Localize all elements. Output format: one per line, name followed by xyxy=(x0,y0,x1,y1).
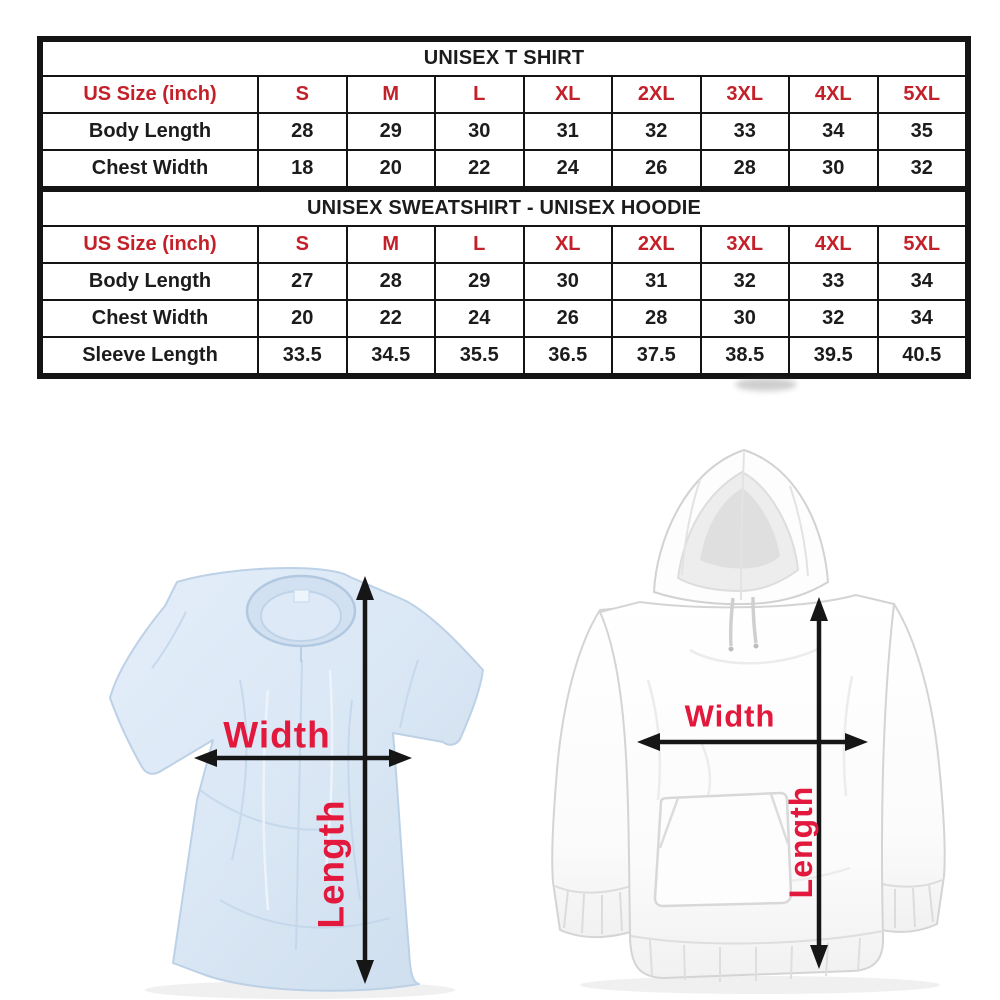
value-cell: 22 xyxy=(347,300,436,337)
value-cell: 18 xyxy=(258,150,347,187)
value-cell: 32 xyxy=(878,150,967,187)
hoodie-shadow xyxy=(580,976,940,994)
header-cell: 5XL xyxy=(878,226,967,263)
hoodie-pocket xyxy=(655,793,791,906)
header-cell: 2XL xyxy=(612,226,701,263)
value-cell: 31 xyxy=(612,263,701,300)
header-cell: M xyxy=(347,76,436,113)
value-cell: 36.5 xyxy=(524,337,613,374)
value-cell: 28 xyxy=(701,150,790,187)
value-cell: 32 xyxy=(701,263,790,300)
hoodie-width-label: Width xyxy=(684,698,776,734)
header-cell: 4XL xyxy=(789,226,878,263)
value-cell: 27 xyxy=(258,263,347,300)
hoodie-length-label: Length xyxy=(783,785,819,899)
tshirt-length-label: Length xyxy=(310,799,352,929)
value-cell: 34.5 xyxy=(347,337,436,374)
value-cell: 31 xyxy=(524,113,613,150)
value-cell: 35 xyxy=(878,113,967,150)
value-cell: 30 xyxy=(789,150,878,187)
row-label-cell: Body Length xyxy=(42,263,258,300)
value-cell: 30 xyxy=(524,263,613,300)
value-cell: 20 xyxy=(347,150,436,187)
header-cell: US Size (inch) xyxy=(42,76,258,113)
value-cell: 28 xyxy=(612,300,701,337)
header-cell: XL xyxy=(524,76,613,113)
value-cell: 37.5 xyxy=(612,337,701,374)
value-cell: 33.5 xyxy=(258,337,347,374)
header-cell: XL xyxy=(524,226,613,263)
hoodie-body xyxy=(600,595,894,978)
header-cell: 5XL xyxy=(878,76,967,113)
value-cell: 30 xyxy=(701,300,790,337)
table-title-tshirt: UNISEX T SHIRT xyxy=(42,41,966,76)
value-cell: 30 xyxy=(435,113,524,150)
value-cell: 38.5 xyxy=(701,337,790,374)
value-cell: 22 xyxy=(435,150,524,187)
value-cell: 32 xyxy=(612,113,701,150)
value-cell: 26 xyxy=(524,300,613,337)
header-cell: 4XL xyxy=(789,76,878,113)
value-cell: 20 xyxy=(258,300,347,337)
header-cell: US Size (inch) xyxy=(42,226,258,263)
header-cell: 3XL xyxy=(701,76,790,113)
value-cell: 24 xyxy=(524,150,613,187)
row-label-cell: Chest Width xyxy=(42,150,258,187)
tshirt-illustration xyxy=(110,568,483,999)
value-cell: 28 xyxy=(347,263,436,300)
header-cell: 3XL xyxy=(701,226,790,263)
value-cell: 40.5 xyxy=(878,337,967,374)
row-label-cell: Sleeve Length xyxy=(42,337,258,374)
header-cell: L xyxy=(435,76,524,113)
header-cell: S xyxy=(258,76,347,113)
table-title-sweatshirt-hoodie: UNISEX SWEATSHIRT - UNISEX HOODIE xyxy=(42,190,966,226)
value-cell: 33 xyxy=(701,113,790,150)
value-cell: 35.5 xyxy=(435,337,524,374)
value-cell: 34 xyxy=(878,263,967,300)
header-cell: S xyxy=(258,226,347,263)
value-cell: 32 xyxy=(789,300,878,337)
header-cell: M xyxy=(347,226,436,263)
value-cell: 39.5 xyxy=(789,337,878,374)
tshirt-width-label: Width xyxy=(223,714,331,756)
value-cell: 34 xyxy=(878,300,967,337)
row-label-cell: Chest Width xyxy=(42,300,258,337)
header-cell: L xyxy=(435,226,524,263)
value-cell: 33 xyxy=(789,263,878,300)
tshirt-neck-tag xyxy=(294,590,309,602)
header-cell: 2XL xyxy=(612,76,701,113)
value-cell: 24 xyxy=(435,300,524,337)
value-cell: 29 xyxy=(435,263,524,300)
value-cell: 26 xyxy=(612,150,701,187)
value-cell: 29 xyxy=(347,113,436,150)
value-cell: 28 xyxy=(258,113,347,150)
value-cell: 34 xyxy=(789,113,878,150)
row-label-cell: Body Length xyxy=(42,113,258,150)
